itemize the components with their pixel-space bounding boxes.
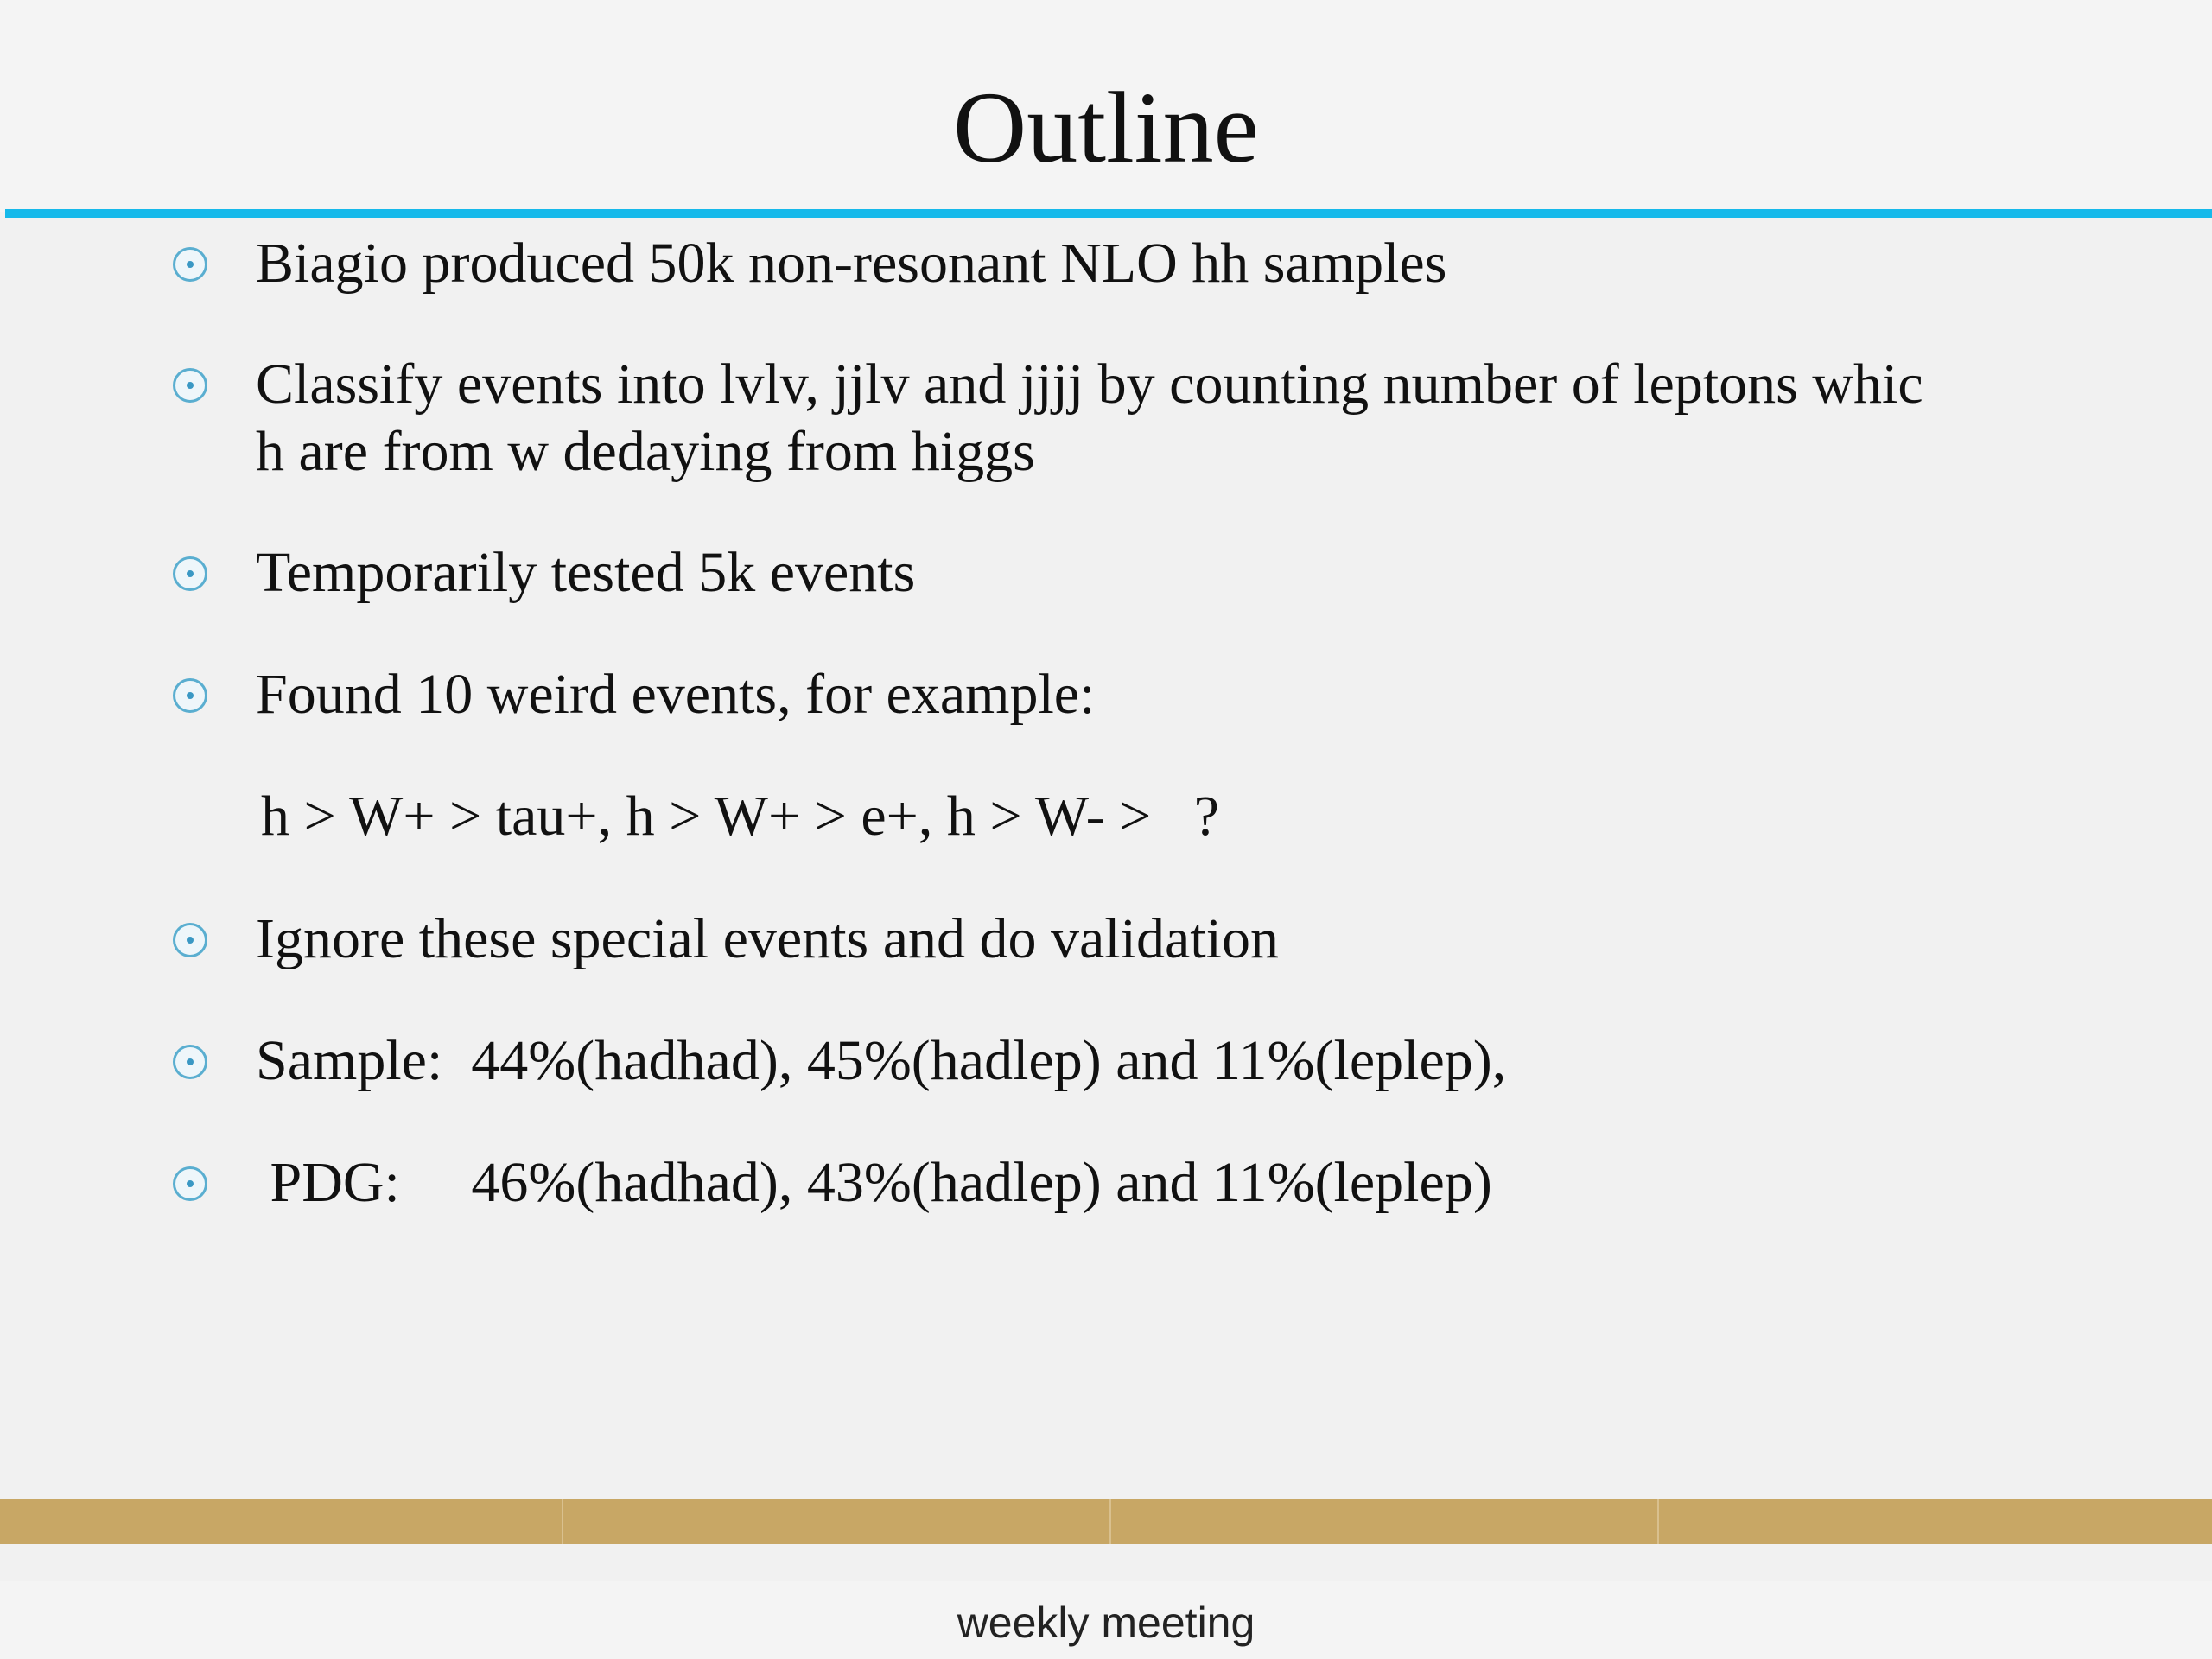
bullet-text: Temporarily tested 5k events [256,541,916,604]
circled-dot-bullet-icon [173,247,207,282]
example-decay-line: h > W+ > tau+, h > W+ > e+, h > W- > ? [261,785,1220,848]
bullet-text: Biagio produced 50k non-resonant NLO hh samples [256,232,1447,295]
footer-bar-divider [1109,1499,1111,1544]
title-divider [5,209,2212,218]
bullet-text: PDG: 46%(hadhad), 43%(hadlep) and 11%(leplep) [256,1151,1492,1214]
bullet-text: Found 10 weird events, for example: [256,663,1096,726]
circled-dot-bullet-icon [173,556,207,591]
bullet-text: Classify events into lvlv, jjlv and jjjj by counting number of leptons whic h are from w dedaying from higgs [256,353,1923,483]
circled-dot-bullet-icon [173,1045,207,1079]
footer-text: weekly meeting [957,1599,1255,1647]
circled-dot-bullet-icon [173,1166,207,1201]
circled-dot-bullet-icon [173,368,207,403]
bullet-text: Sample: 44%(hadhad), 45%(hadlep) and 11%(leplep), [256,1029,1507,1092]
slide-title: Outline [953,71,1259,184]
footer-bar [0,1499,2212,1544]
circled-dot-bullet-icon [173,678,207,713]
bullet-text: Ignore these special events and do validation [256,907,1279,970]
footer-bar-divider [562,1499,563,1544]
footer-bar-divider [1657,1499,1659,1544]
circled-dot-bullet-icon [173,923,207,957]
